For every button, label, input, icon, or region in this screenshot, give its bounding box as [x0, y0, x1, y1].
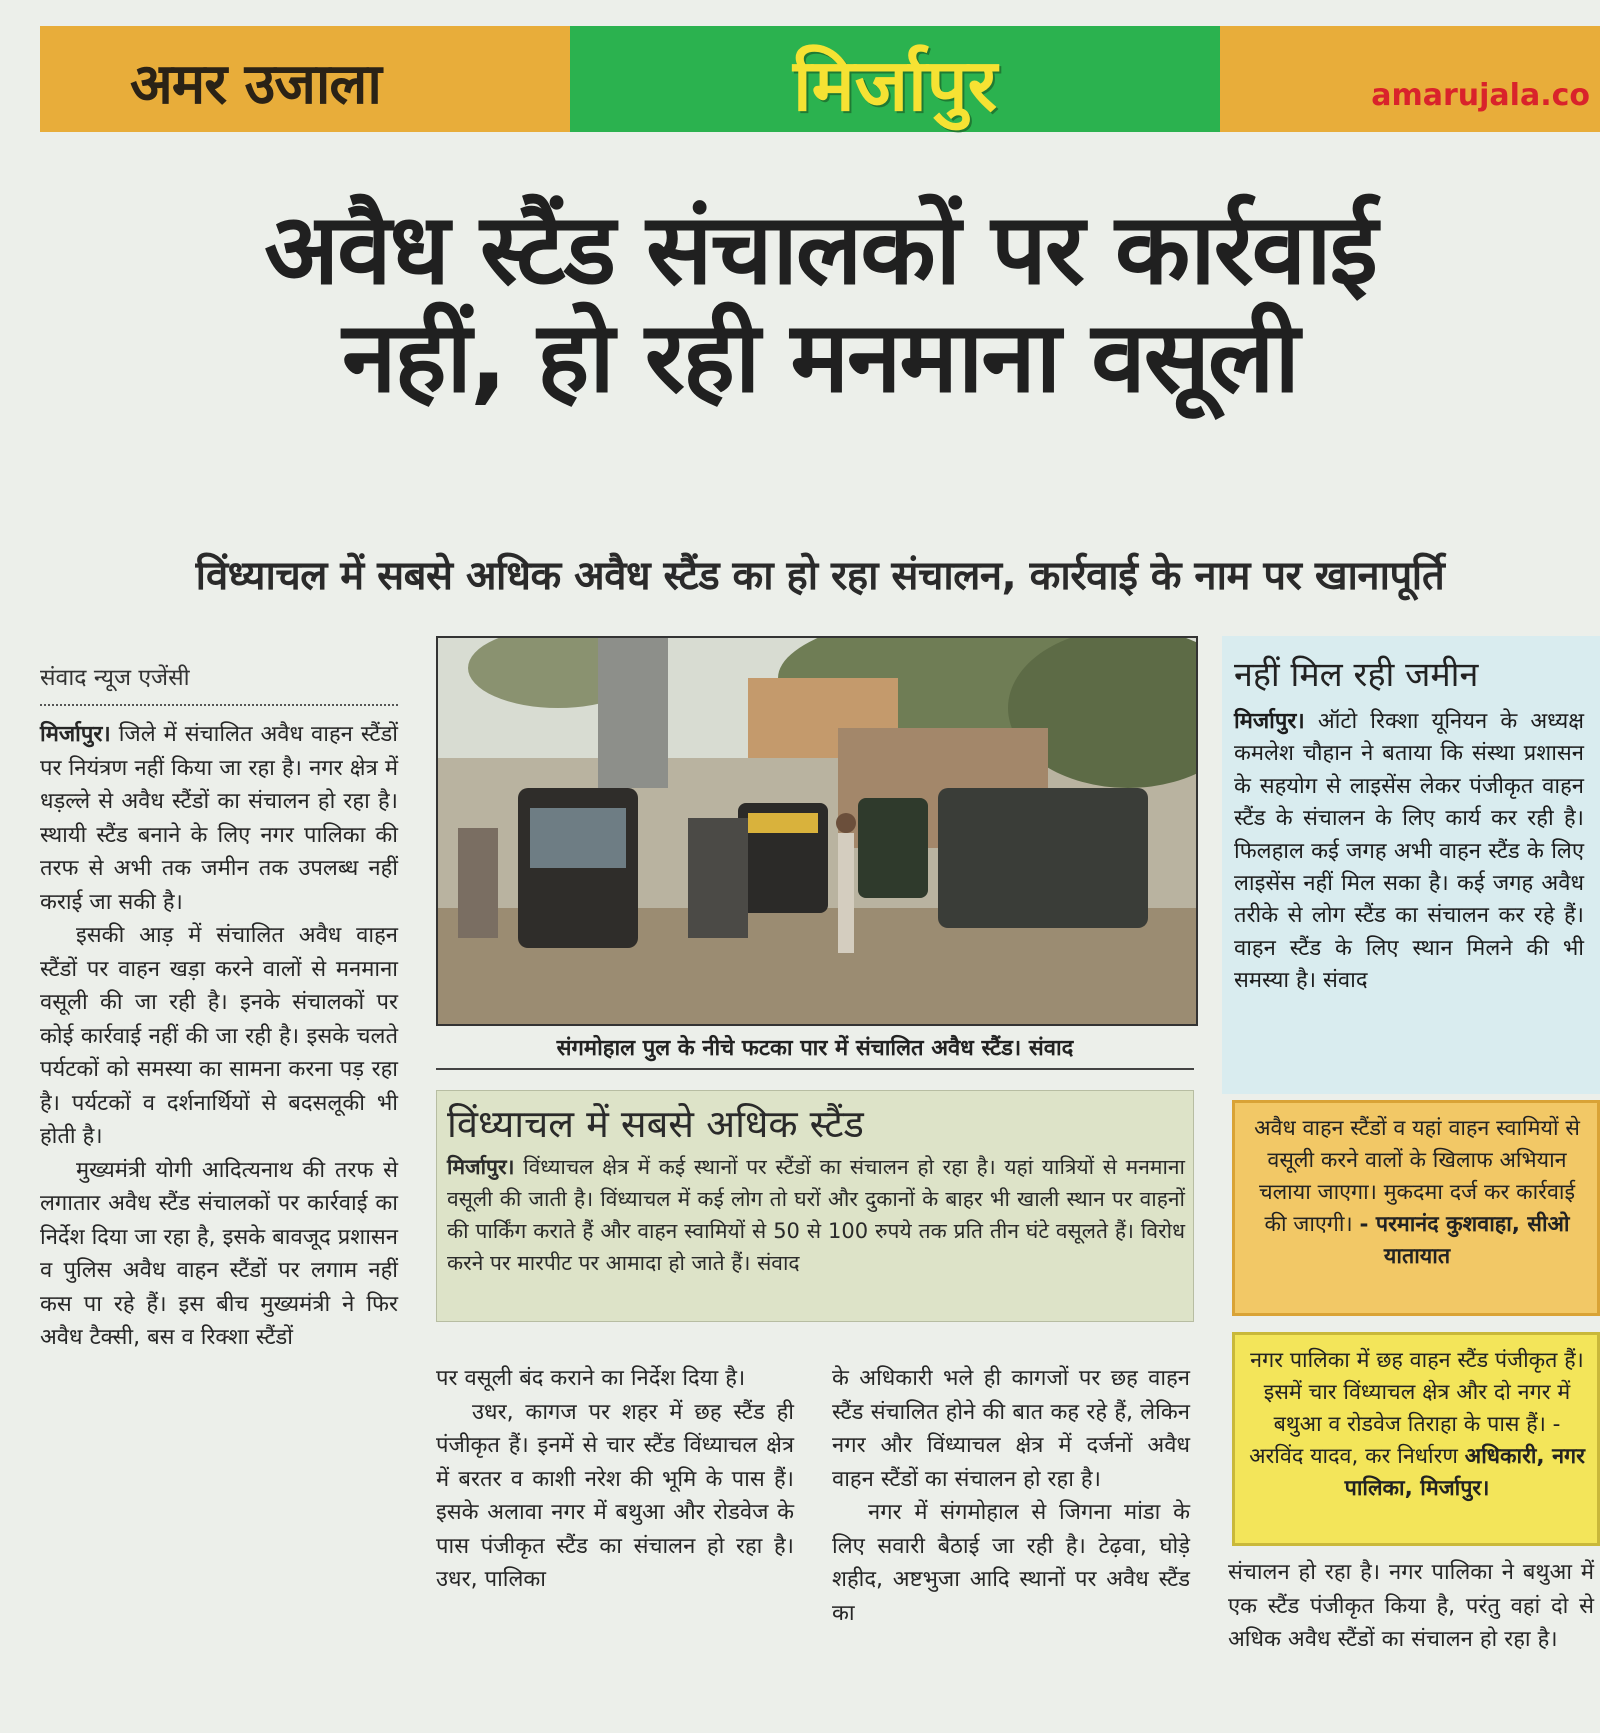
sidebar-box-vindhyachal [436, 1090, 1194, 1322]
byline: संवाद न्यूज एजेंसी [40, 665, 190, 691]
land-box-body-text: ऑटो रिक्शा यूनियन के अध्यक्ष कमलेश चौहान ने बताया कि संस्था प्रशासन के सहयोग से लाइसेंस लेकर पंजीकृत वाहन स्टैंड के संचालन के लिए कार्य कर रही है। फिलहाल कई जगह अभी वाहन स्टैंड के लिए लाइसेंस नहीं मिल सका है। कई जगह अवैध तरीके से लोग स्टैंड का संचालन कर रहे हैं। वाहन स्टैंड के लिए स्थान मिलने की भी समस्या है। संवाद [1234, 709, 1584, 994]
box-body [447, 1151, 1185, 1279]
quote-signature: अधिकारी, नगर पालिका, मिर्जापुर। [1344, 1444, 1585, 1501]
masthead-right-band [1220, 26, 1600, 132]
edition-city: मिर्जापुर [792, 43, 998, 127]
land-box-body [1234, 706, 1584, 998]
land-box-title: नहीं मिल रही जमीन [1234, 655, 1479, 695]
column2-paragraph-2: उधर, कागज पर शहर में छह स्टैंड ही पंजीकृत हैं। इनमें से चार स्टैंड विंध्याचल क्षेत्र में बरतर व काशी नरेश की भूमि के पास हैं। इसके अलावा नगर में बथुआ और रोडवेज के पास पंजीकृत स्टैंड का संचालन हो रहा है। उधर, पालिका [436, 1399, 794, 1592]
headline-line-2: नहीं, हो रही मनमाना वसूली [342, 301, 1298, 415]
sidebar-box-land [1222, 636, 1600, 1094]
news-photo [436, 636, 1198, 1026]
subheadline: विंध्याचल में सबसे अधिक अवैध स्टैंड का हो रहा संचालन, कार्रवाई के नाम पर खानापूर्ति [195, 553, 1445, 599]
quote-text [1247, 1345, 1587, 1505]
column1-paragraph-2: इसकी आड़ में संचालित अवैध वाहन स्टैंडों पर वाहन खड़ा करने वालों से मनमाना वसूली की जा रही है। इनके संचालकों पर कोई कार्रवाई नहीं की जा रही है। इसके चलते पर्यटकों को समस्या का सामना करना पड़ रहा है। पर्यटकों व दर्शनार्थियों से बदसलूकी भी होती है। [40, 923, 398, 1149]
column2-paragraph-1: पर वसूली बंद कराने का निर्देश दिया है। [436, 1366, 746, 1391]
column1-paragraph-1 [40, 718, 398, 919]
quote-signature: - परमानंद कुशवाहा, सीओ यातायात [1359, 1212, 1570, 1269]
caption-divider [436, 1068, 1194, 1070]
photo-illustration [438, 638, 1196, 1024]
byline-divider [40, 704, 398, 706]
land-box-dateline: मिर्जापुर। [1234, 709, 1305, 734]
newspaper-logo: अमर उजाला [130, 52, 381, 117]
quote-box-tax-officer [1232, 1332, 1600, 1546]
masthead-left-band [40, 26, 570, 132]
photo-caption: संगमोहाल पुल के नीचे फटका पार में संचालित अवैध स्टैंड। संवाद [556, 1036, 1074, 1061]
article-column-2 [436, 1362, 794, 1597]
column4-paragraph-1: संचालन हो रहा है। नगर पालिका ने बथुआ में एक स्टैंड पंजीकृत किया है, परंतु वहां दो से अधिक अवैध स्टैंडों का संचालन हो रहा है। [1228, 1560, 1594, 1652]
quote-body: अवैध वाहन स्टैंडों व यहां वाहन स्वामियों से वसूली करने वालों के खिलाफ अभियान चलाया जाएगा। मुकदमा दर्ज कर कार्रवाई की जाएगी। [1254, 1116, 1580, 1237]
headline-line-1: अवैध स्टैंड संचालकों पर कार्रवाई [264, 193, 1376, 307]
column1-paragraph-1-text: जिले में संचालित अवैध वाहन स्टैंडों पर नियंत्रण नहीं किया जा रहा है। नगर क्षेत्र में धड़ल्ले से अवैध स्टैंडों का संचालन हो रहा है। स्थायी स्टैंड बनाने के लिए नगर पालिका की तरफ से अभी तक जमीन तक उपलब्ध नहीं कराई जा सकी है। [40, 722, 398, 915]
article-column-1 [40, 718, 398, 1355]
column3-paragraph-1: के अधिकारी भले ही कागजों पर छह वाहन स्टैंड संचालित होने की बात कह रहे हैं, लेकिन नगर और विंध्याचल क्षेत्र में दर्जनों अवैध वाहन स्टैंडों का संचालन हो रहा है। [832, 1366, 1190, 1492]
masthead [40, 26, 1600, 132]
website-label: amarujala.co [1371, 78, 1590, 113]
masthead-city-band [570, 26, 1220, 132]
quote-box-co-traffic [1232, 1100, 1600, 1316]
quote-body: नगर पालिका में छह वाहन स्टैंड पंजीकृत हैं। इसमें चार विंध्याचल क्षेत्र और दो नगर में बथुआ व रोडवेज तिराहा के पास हैं। - अरविंद यादव, कर निर्धारण [1249, 1348, 1584, 1469]
article-column-3 [832, 1362, 1190, 1630]
quote-text [1247, 1113, 1587, 1273]
column1-paragraph-3: मुख्यमंत्री योगी आदित्यनाथ की तरफ से लगातार अवैध स्टैंड संचालकों पर कार्रवाई का निर्देश दिया जा रहा है, इसके बावजूद प्रशासन व पुलिस अवैध वाहन स्टैंडों पर लगाम नहीं कस पा रहे हैं। इस बीच मुख्यमंत्री ने फिर अवैध टैक्सी, बस व रिक्शा स्टैंडों [40, 1157, 398, 1350]
column3-paragraph-2: नगर में संगमोहाल से जिगना मांडा के लिए सवारी बैठाई जा रही है। टेढ़वा, घोड़े शहीद, अष्टभुजा आदि स्थानों पर अवैध स्टैंड का [832, 1500, 1190, 1626]
box-dateline: मिर्जापुर। [447, 1155, 515, 1179]
box-title: विंध्याचल में सबसे अधिक स्टैंड [447, 1102, 864, 1146]
article-column-4 [1228, 1556, 1594, 1657]
box-body-text: विंध्याचल क्षेत्र में कई स्थानों पर स्टैंडों का संचालन हो रहा है। यहां यात्रियों से मनमाना वसूली की जाती है। विंध्याचल में कई लोग तो घरों और दुकानों के बाहर भी खाली स्थान पर वाहनों की पार्किंग कराते हैं और वाहन स्वामियों से 50 से 100 रुपये तक प्रति तीन घंटे वसूलते हैं। विरोध करने पर मारपीट पर आमादा हो जाते हैं। संवाद [447, 1155, 1185, 1275]
headline [40, 193, 1600, 415]
dateline: मिर्जापुर। [40, 722, 111, 747]
